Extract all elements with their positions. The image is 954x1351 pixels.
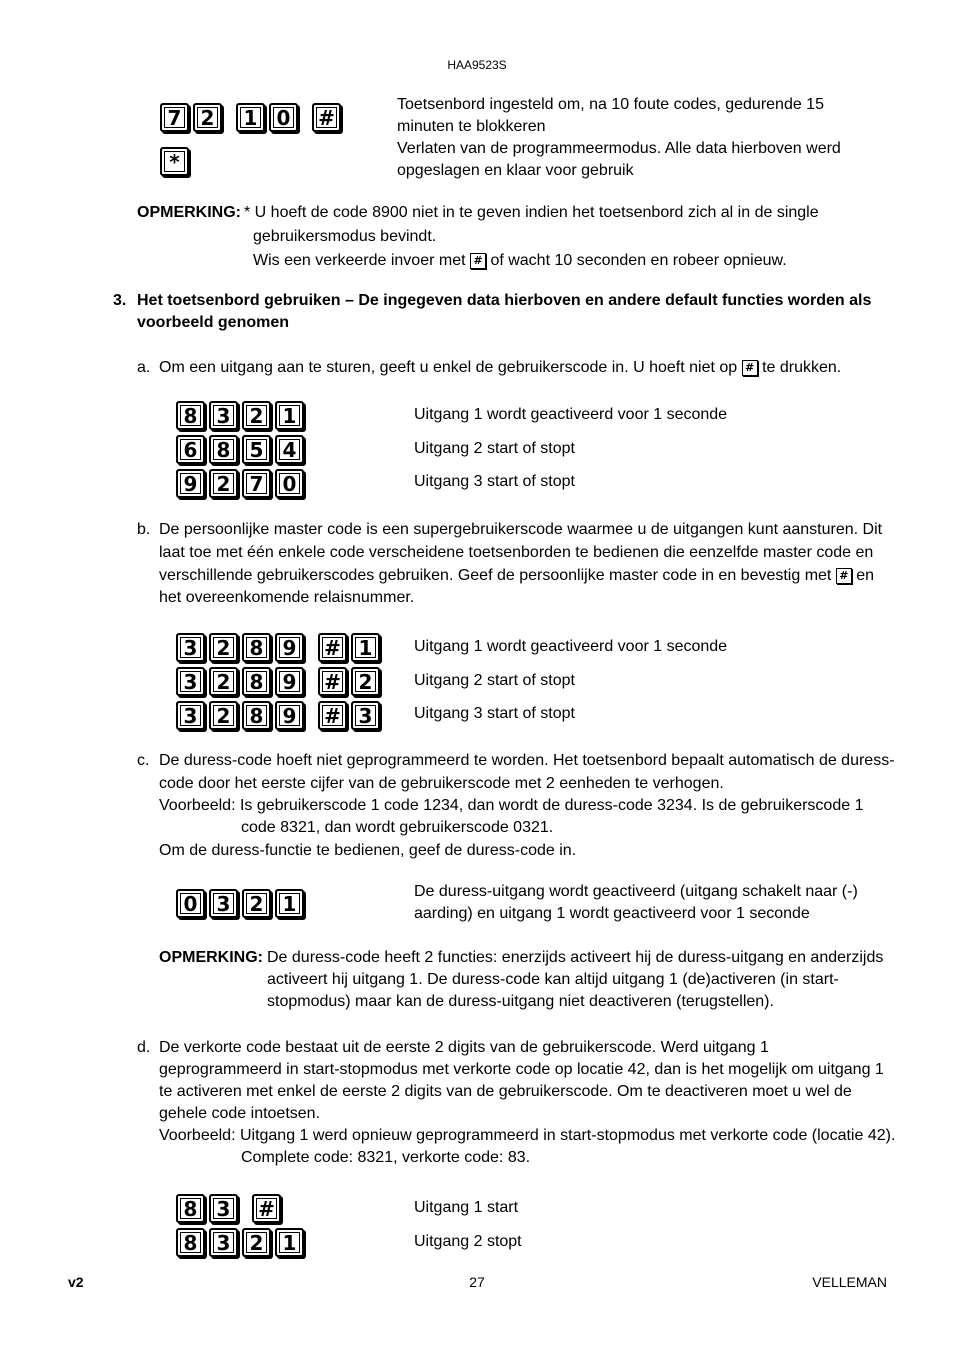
paragraph: laat toe met één enkele code verscheidene toetsenborden te bedienen die eenzelfde master code en (159, 544, 874, 561)
key: 1 (351, 633, 380, 662)
key: 3 (209, 1228, 238, 1257)
key: 2 (209, 667, 238, 696)
note-text: * U hoeft de code 8900 niet in te geven indien het toetsenbord zich al in de single (244, 204, 819, 221)
section-title: Het toetsenbord gebruiken – De ingegeven data hierboven en andere default functies worden als (137, 292, 872, 309)
page-number: 27 (469, 1274, 485, 1290)
key: 9 (275, 701, 304, 730)
section-number: 3. (113, 292, 127, 309)
key: 1 (275, 401, 304, 430)
key: 1 (275, 1228, 304, 1257)
key: 7 (160, 103, 189, 132)
key: 2 (209, 701, 238, 730)
key: 3 (209, 1194, 238, 1223)
note-text: Wis een verkeerde invoer met # of wacht 10 seconden en robeer opnieuw. (253, 252, 787, 269)
key: 2 (209, 469, 238, 498)
key: 2 (351, 667, 380, 696)
key: # (252, 1194, 281, 1223)
hash-key-icon: # (836, 568, 852, 584)
key: 5 (242, 435, 271, 464)
document-header: HAA9523S (447, 58, 507, 72)
description-text: opgeslagen en klaar voor gebruik (397, 162, 634, 179)
hash-key-icon: # (470, 253, 486, 269)
key: # (318, 667, 347, 696)
key: 2 (193, 103, 222, 132)
keypad-sequence (176, 469, 308, 498)
description-text: minuten te blokkeren (397, 118, 546, 135)
key: 0 (275, 469, 304, 498)
description-text: Verlaten van de programmeermodus. Alle data hierboven werd (397, 140, 841, 157)
paragraph: Om een uitgang aan te sturen, geeft u enkel de gebruikerscode in. U hoeft niet op # te drukken. (159, 359, 842, 376)
key: 3 (209, 889, 238, 918)
key: 2 (209, 633, 238, 662)
key: 1 (275, 889, 304, 918)
description-text: Uitgang 1 wordt geactiveerd voor 1 seconde (414, 406, 728, 423)
paragraph: De persoonlijke master code is een supergebruikerscode waarmee u de uitgangen kunt aansturen. Dit (159, 521, 883, 538)
key: 2 (242, 1228, 271, 1257)
description-text: Uitgang 2 start of stopt (414, 440, 575, 457)
key: # (318, 633, 347, 662)
paragraph: geprogrammeerd in start-stopmodus met verkorte code op locatie 42, dan is het mogelijk om uitgang 1 (159, 1061, 884, 1078)
key: 3 (209, 401, 238, 430)
key: 2 (242, 889, 271, 918)
list-marker: a. (137, 359, 151, 376)
description-text: Toetsenbord ingesteld om, na 10 foute codes, gedurende 15 (397, 96, 824, 113)
paragraph: Voorbeeld: Is gebruikerscode 1 code 1234, dan wordt de duress-code 3234. Is de gebruikerscode 1 (159, 797, 864, 814)
key: 8 (176, 401, 205, 430)
description-text: De duress-uitgang wordt geactiveerd (uitgang schakelt naar (-) (414, 883, 858, 900)
paragraph: Voorbeeld: Uitgang 1 werd opnieuw geprogrammeerd in start-stopmodus met verkorte code (locatie 42). (159, 1127, 896, 1144)
description-text: aarding) en uitgang 1 wordt geactiveerd voor 1 seconde (414, 905, 810, 922)
key: 3 (176, 667, 205, 696)
key: 3 (176, 701, 205, 730)
hash-key-icon: # (742, 360, 758, 376)
description-text: Uitgang 1 wordt geactiveerd voor 1 seconde (414, 638, 728, 655)
keypad-sequence (160, 147, 193, 176)
key: 7 (242, 469, 271, 498)
key: 8 (242, 701, 271, 730)
key: 1 (236, 103, 265, 132)
keypad-sequence (176, 701, 384, 730)
key: 2 (242, 401, 271, 430)
paragraph: gehele code intoetsen. (159, 1105, 321, 1122)
note-text: De duress-code heeft 2 functies: enerzijds activeert hij de duress-uitgang en anderzijds (267, 949, 884, 966)
paragraph: verschillende gebruikerscodes gebruiken. Geef de persoonlijke master code in en bevestig met # en (159, 567, 875, 584)
key: 9 (275, 667, 304, 696)
key: * (160, 147, 189, 176)
key: # (318, 701, 347, 730)
key: 4 (275, 435, 304, 464)
paragraph: De verkorte code bestaat uit de eerste 2 digits van de gebruikerscode. Werd uitgang 1 (159, 1039, 769, 1056)
note-text: activeert hij uitgang 1. De duress-code kan altijd uitgang 1 (de)activeren (in start- (267, 971, 839, 988)
keypad-sequence (176, 889, 308, 918)
key: 6 (176, 435, 205, 464)
key: # (312, 103, 341, 132)
description-text: Uitgang 2 start of stopt (414, 672, 575, 689)
list-marker: b. (137, 521, 151, 538)
key: 3 (351, 701, 380, 730)
keypad-sequence (176, 435, 308, 464)
description-text: Uitgang 3 start of stopt (414, 473, 575, 490)
description-text: Uitgang 1 start (414, 1199, 519, 1216)
note-label: OPMERKING: (137, 204, 241, 221)
paragraph: Om de duress-functie te bedienen, geef de duress-code in. (159, 842, 577, 859)
paragraph: code 8321, dan wordt gebruikerscode 0321. (241, 819, 554, 836)
footer-version: v2 (68, 1274, 84, 1290)
list-marker: d. (137, 1039, 151, 1056)
key: 8 (176, 1228, 205, 1257)
keypad-sequence (176, 667, 384, 696)
key: 0 (176, 889, 205, 918)
key: 9 (176, 469, 205, 498)
description-text: Uitgang 2 stopt (414, 1233, 522, 1250)
section-title: voorbeeld genomen (137, 314, 290, 331)
paragraph: Complete code: 8321, verkorte code: 83. (241, 1149, 531, 1166)
keypad-sequence (176, 633, 384, 662)
list-marker: c. (137, 752, 150, 769)
paragraph: De duress-code hoeft niet geprogrammeerd te worden. Het toetsenbord bepaalt automatisch de duress- (159, 752, 895, 769)
key: 8 (242, 633, 271, 662)
keypad-sequence (176, 1228, 308, 1257)
paragraph: code door het eerste cijfer van de gebruikerscode met 2 eenheden te verhogen. (159, 775, 724, 792)
paragraph: het overeenkomende relaisnummer. (159, 589, 415, 606)
paragraph: te activeren met enkel de eerste 2 digits van de gebruikerscode. Om te deactiveren moet u wel de (159, 1083, 852, 1100)
key: 8 (176, 1194, 205, 1223)
key: 0 (269, 103, 298, 132)
note-label: OPMERKING: (159, 949, 263, 966)
keypad-sequence (176, 401, 308, 430)
note-text: stopmodus) maar kan de duress-uitgang niet deactiveren (terugstellen). (267, 993, 774, 1010)
key: 9 (275, 633, 304, 662)
keypad-sequence (160, 103, 345, 132)
key: 8 (209, 435, 238, 464)
note-text: gebruikersmodus bevindt. (253, 228, 437, 245)
key: 8 (242, 667, 271, 696)
footer-brand: VELLEMAN (812, 1274, 887, 1290)
key: 3 (176, 633, 205, 662)
keypad-sequence (176, 1194, 285, 1223)
description-text: Uitgang 3 start of stopt (414, 705, 575, 722)
